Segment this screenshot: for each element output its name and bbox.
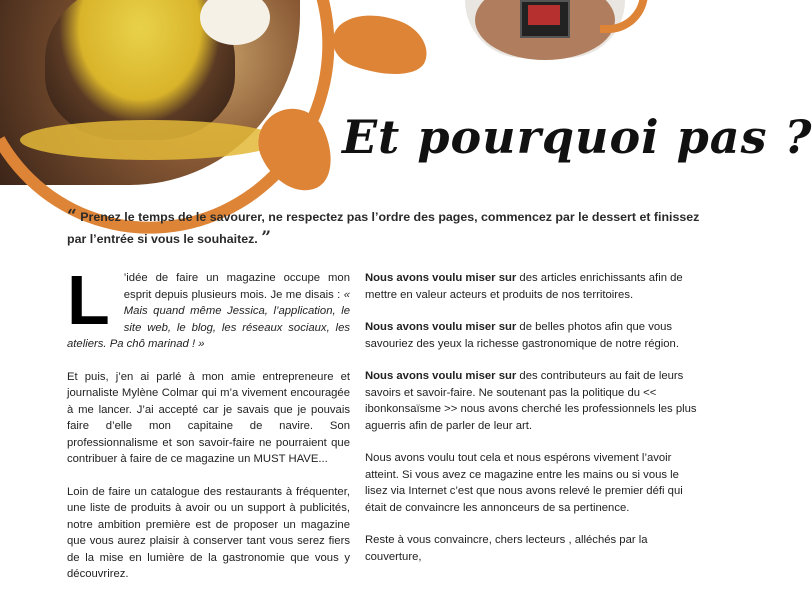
open-quote-mark: “	[67, 206, 77, 226]
drop-cap: L	[67, 261, 110, 339]
decorative-orange-blob	[326, 2, 435, 89]
right-text-3: des contributeurs au fait de leurs savoirs et savoir-faire. Ne soutenant pas la politique du << ibonkonsaïsme >> nous avons cherché les professionnels les plus aguerris afin de parler de leur art.	[365, 370, 697, 432]
left-column	[67, 261, 350, 599]
lead-phrase: Nous avons voulu miser sur	[365, 272, 517, 284]
page-title: Et pourquoi pas ?	[342, 110, 812, 164]
intro-text: ’idée de faire un magazine occupe mon esprit depuis plusieurs mois. Je me disais :	[123, 272, 350, 301]
right-paragraph-2	[365, 319, 699, 352]
right-paragraph-3	[365, 368, 699, 434]
right-paragraph-1	[365, 270, 699, 303]
tablet-shape	[520, 0, 570, 38]
right-paragraph-4: Nous avons voulu tout cela et nous espérons vivement l’avoir atteint. Si vous avez ce magazine entre les mains ou si vous le lisez via Internet c’est que nous avons relevé le premier défi qui était de convaincre les annonceurs de sa pertinence.	[365, 452, 683, 514]
right-column	[365, 270, 699, 581]
decorative-orange-arc-right	[600, 0, 648, 33]
lead-phrase: Nous avons voulu miser sur	[365, 370, 517, 382]
lead-phrase: Nous avons voulu miser sur	[365, 321, 517, 333]
paragraph-3: Loin de faire un catalogue des restaurants à fréquenter, une liste de produits à avoir ou un support à publicités, notre ambition première est de proposer un magazine que vous aurez plaisir à conserver tant vous serez fiers de la mise en lumière de la gastronomie que vous y découvrirez.	[67, 485, 350, 580]
right-paragraph-5: Reste à vous convaincre, chers lecteurs , alléchés par la couverture,	[365, 534, 648, 563]
pull-quote-text: Prenez le temps de le savourer, ne respectez pas l’ordre des pages, commencez par le dessert et finissez par l’entrée si vous le souhaitez.	[67, 210, 700, 246]
intro-quote: « Mais quand même Jessica, l’application, le site web, le blog, les réseaux sociaux, les ateliers. Pa chô marinad ! »	[67, 288, 350, 350]
intro-paragraph	[67, 261, 350, 353]
right-text-1: des articles enrichissants afin de mettre en valeur acteurs et produits de nos territoires.	[365, 272, 683, 301]
pull-quote	[67, 206, 707, 250]
paragraph-2: Et puis, j’en ai parlé à mon amie entrepreneure et journaliste Mylène Colmar qui m’a vivement encouragée à me lancer. J’ai accepté car je savais que je pouvais faire d’elle mon capitaine de navire. Son professionnalisme et son savoir-faire ne pourraient que contribuer à faire de ce magazine un MUST HAVE...	[67, 370, 350, 465]
right-text-2: de belles photos afin que vous savouriez des yeux la richesse gastronomique de notre région.	[365, 321, 679, 350]
close-quote-mark: ”	[261, 228, 271, 248]
